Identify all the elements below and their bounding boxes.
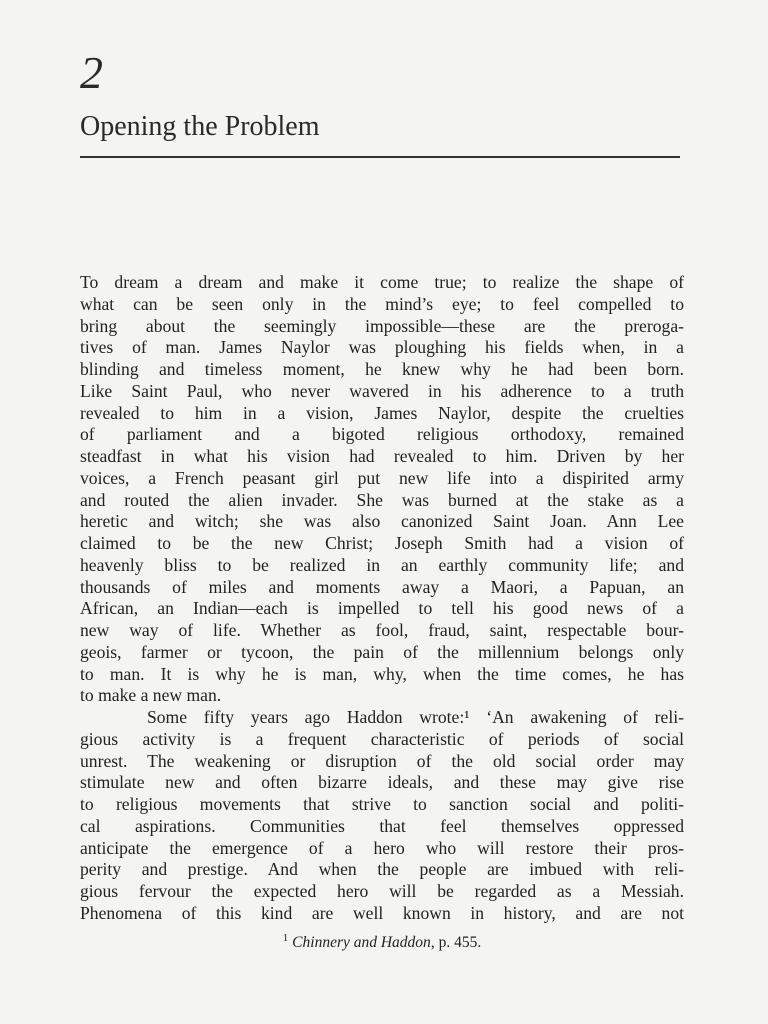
- text-line: To dream a dream and make it come true; to realize the shape of: [80, 272, 684, 292]
- text-line: cal aspirations. Communities that feel themselves oppressed: [80, 815, 684, 836]
- chapter-number: 2: [80, 47, 103, 98]
- text-line: to man. It is why he is man, why, when the time comes, he has: [80, 663, 684, 684]
- text-line: steadfast in what his vision had revealed to him. Driven by her: [80, 446, 684, 466]
- text-line: Phenomena of this kind are well known in history, and are not: [80, 902, 684, 923]
- text-line: gious fervour the expected hero will be regarded as a Messiah.: [80, 881, 684, 901]
- text-line: bring about the seemingly impossible—these are the preroga-: [80, 315, 684, 336]
- text-line: revealed to him in a vision, James Naylor, despite the cruelties: [80, 402, 684, 423]
- body-text: [80, 272, 684, 925]
- text-line: blinding and timeless moment, he knew why he had been born.: [80, 359, 684, 379]
- text-line: heretic and witch; she was also canonized Saint Joan. Ann Lee: [80, 511, 684, 532]
- text-line: gious activity is a frequent characteristic of periods of social: [80, 728, 684, 749]
- text-line: voices, a French peasant girl put new life into a dispirited army: [80, 467, 684, 488]
- text-line: what can be seen only in the mind’s eye; to feel compelled to: [80, 293, 684, 314]
- text-line: to religious movements that strive to sanction social and politi-: [80, 794, 684, 814]
- chapter-title: Opening the Problem: [80, 111, 320, 142]
- text-line: anticipate the emergence of a hero who will restore their pros-: [80, 837, 684, 858]
- title-rule: [80, 156, 680, 158]
- text-line: African, an Indian—each is impelled to tell his good news of a: [80, 598, 684, 619]
- footnote-citation: Chinnery and Haddon: [292, 934, 431, 951]
- text-line: perity and prestige. And when the people are imbued with reli-: [80, 859, 684, 880]
- footnote: [80, 933, 684, 953]
- text-line: Some fifty years ago Haddon wrote:¹ ‘An awakening of reli-: [80, 707, 684, 727]
- text-line: to make a new man.: [80, 685, 222, 706]
- text-line: heavenly bliss to be realized in an earthly community life; and: [80, 554, 684, 575]
- text-line: and routed the alien invader. She was burned at the stake as a: [80, 489, 684, 510]
- footnote-marker: 1: [282, 931, 289, 944]
- text-line: tives of man. James Naylor was ploughing his fields when, in a: [80, 337, 684, 358]
- text-line: thousands of miles and moments away a Maori, a Papuan, an: [80, 576, 684, 597]
- text-line: new way of life. Whether as fool, fraud, saint, respectable bour-: [80, 620, 684, 640]
- text-line: unrest. The weakening or disruption of the old social order may: [80, 750, 684, 771]
- text-line: geois, farmer or tycoon, the pain of the millennium belongs only: [80, 641, 684, 662]
- text-line: claimed to be the new Christ; Joseph Smith had a vision of: [80, 533, 684, 553]
- text-line: stimulate new and often bizarre ideals, and these may give rise: [80, 772, 684, 793]
- footnote-page: , p. 455.: [430, 934, 482, 951]
- text-line: Like Saint Paul, who never wavered in his adherence to a truth: [80, 380, 684, 401]
- text-line: of parliament and a bigoted religious orthodoxy, remained: [80, 424, 684, 445]
